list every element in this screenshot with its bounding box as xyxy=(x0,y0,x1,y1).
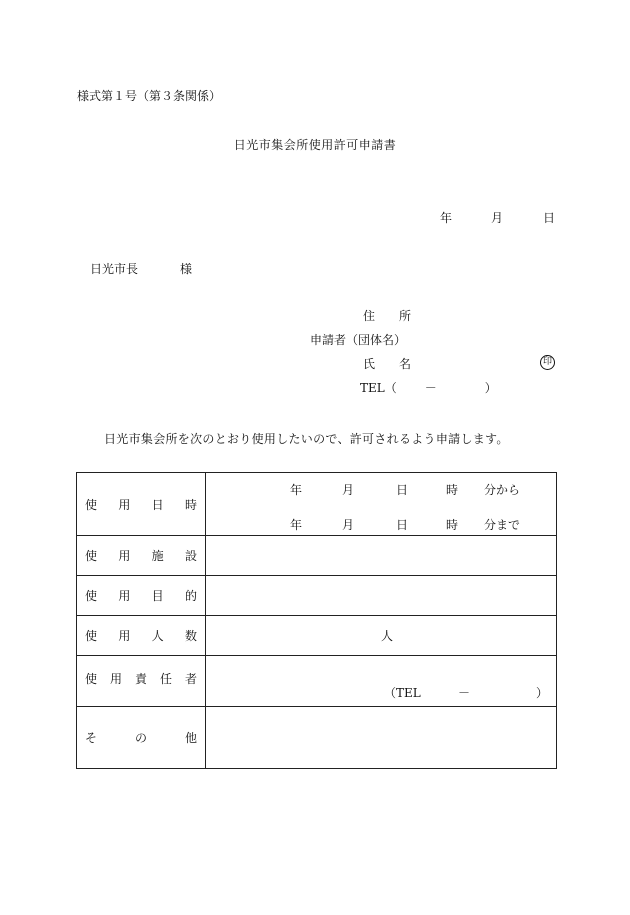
table-row-persons xyxy=(77,616,557,656)
value-usage-datetime[interactable] xyxy=(206,473,557,536)
from-hour: 時 xyxy=(446,483,459,497)
from-minute: 分から xyxy=(484,483,521,497)
value-usage-facility[interactable] xyxy=(206,536,557,576)
form-number: 様式第１号（第３条関係） xyxy=(77,89,222,103)
applicant-tel xyxy=(360,379,497,396)
date-day-label: 日 xyxy=(543,211,556,225)
table-row-datetime xyxy=(77,473,557,536)
to-day: 日 xyxy=(396,518,409,532)
label-usage-datetime: 使 用 日 時 xyxy=(77,473,206,536)
application-statement: 日光市集会所を次のとおり使用したいので、許可されるよう申請します。 xyxy=(104,432,509,446)
applicant-name-label: 氏 名 xyxy=(363,357,412,371)
to-minute: 分まで xyxy=(484,518,521,532)
table-row-other xyxy=(77,707,557,769)
applicant-organization-label: 申請者（団体名） xyxy=(310,333,407,347)
responsible-tel-dash: － xyxy=(458,686,471,700)
persons-unit: 人 xyxy=(381,629,394,643)
applicant-tel-label: TEL（ xyxy=(360,381,397,395)
addressee xyxy=(90,260,192,277)
label-usage-persons: 使 用 人 数 xyxy=(77,616,206,656)
addressee-name: 日光市長 xyxy=(90,262,139,276)
to-hour: 時 xyxy=(446,518,459,532)
from-month: 月 xyxy=(342,483,355,497)
value-usage-purpose[interactable] xyxy=(206,576,557,616)
date-month-label: 月 xyxy=(491,211,504,225)
to-year: 年 xyxy=(290,518,303,532)
applicant-tel-close: ） xyxy=(484,381,497,395)
label-usage-purpose: 使 用 目 的 xyxy=(77,576,206,616)
value-usage-persons[interactable] xyxy=(206,616,557,656)
value-usage-responsible[interactable] xyxy=(206,656,557,707)
document-title: 日光市集会所使用許可申請書 xyxy=(233,138,397,152)
usage-table xyxy=(76,472,557,769)
seal-mark: 印 xyxy=(540,355,555,370)
applicant-address-label: 住 所 xyxy=(363,309,412,323)
addressee-honorific: 様 xyxy=(180,262,193,276)
table-row-purpose xyxy=(77,576,557,616)
date-year-label: 年 xyxy=(440,211,453,225)
responsible-tel-close: ） xyxy=(536,686,549,700)
to-month: 月 xyxy=(342,518,355,532)
from-day: 日 xyxy=(396,483,409,497)
label-usage-facility: 使 用 施 設 xyxy=(77,536,206,576)
responsible-tel-open: （TEL xyxy=(384,686,421,700)
from-year: 年 xyxy=(290,483,303,497)
value-other[interactable] xyxy=(206,707,557,769)
table-row-facility xyxy=(77,536,557,576)
label-other: そ の 他 xyxy=(77,707,206,769)
applicant-tel-dash: － xyxy=(424,381,437,395)
label-usage-responsible: 使 用 責 任 者 xyxy=(77,656,206,707)
table-row-responsible xyxy=(77,656,557,707)
